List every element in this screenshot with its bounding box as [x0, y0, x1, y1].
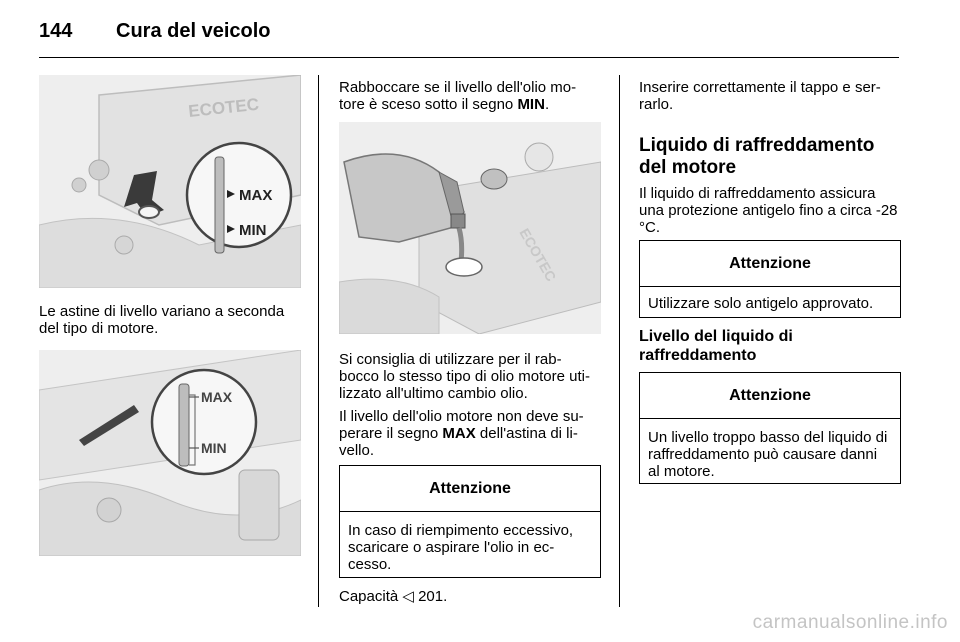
oil-filling-illustration: [339, 122, 601, 334]
oil-engine-logo-text: ECOTEC: [516, 225, 560, 285]
engine-logo-text: ECOTEC: [187, 94, 260, 121]
dipstick-b-max-label: MAX: [201, 389, 233, 405]
dipstick-min-label: MIN: [239, 222, 267, 239]
notice-body: Utilizzare solo antigelo approvato.: [648, 295, 874, 312]
coolant-heading: Liquido di raffreddamento del motore: [639, 135, 875, 178]
notice-title: Attenzione: [640, 373, 900, 419]
dipstick-illustration-b: [39, 350, 301, 556]
cap-instruction: Inserire correttamente il tappo e ser-rarlo.: [639, 79, 881, 113]
notice-title: Attenzione: [340, 466, 600, 512]
coolant-description: Il liquido di raffreddamento assicura una protezione antigelo fino a circa -28 °C.: [639, 185, 898, 236]
antifreeze-notice: [639, 240, 901, 318]
oil-max-warning-text: Il livello dell'olio motore non deve su-perare il segno MAX dell'astina di li-vello.: [339, 408, 584, 459]
overfill-notice: [339, 465, 601, 578]
coolant-level-heading: Livello del liquido di raffreddamento: [639, 328, 793, 364]
page-number: 144: [39, 20, 73, 42]
oil-type-recommendation: Si consiglia di utilizzare per il rab-bocco lo stesso tipo di olio motore uti-lizzato all'ultimo cambio olio.: [339, 351, 590, 402]
dipstick-b-min-label: MIN: [201, 440, 227, 456]
notice-title: Attenzione: [640, 241, 900, 287]
column-divider-2: [619, 75, 620, 607]
low-coolant-notice: [639, 372, 901, 484]
chapter-title: Cura del veicolo: [116, 20, 271, 42]
triangle-reference-icon: ◁: [402, 588, 414, 605]
header-rule: [39, 57, 899, 58]
dipstick-illustration-a: [39, 75, 301, 288]
notice-body: Un livello troppo basso del liquido di raffreddamento può causare danni al motore.: [648, 429, 888, 480]
dipstick-max-label: MAX: [239, 187, 273, 204]
dipstick-caption: Le astine di livello variano a seconda del tipo di motore.: [39, 303, 285, 337]
oil-topup-text: Rabboccare se il livello dell'olio mo-tore è sceso sotto il segno MIN.: [339, 79, 577, 113]
watermark: carmanualsonline.info: [752, 612, 948, 633]
column-divider-1: [318, 75, 319, 607]
capacity-reference: Capacità ◁ 201.: [339, 588, 448, 605]
notice-body: In caso di riempimento eccessivo, scaricare o aspirare l'olio in ec-cesso.: [348, 522, 574, 573]
